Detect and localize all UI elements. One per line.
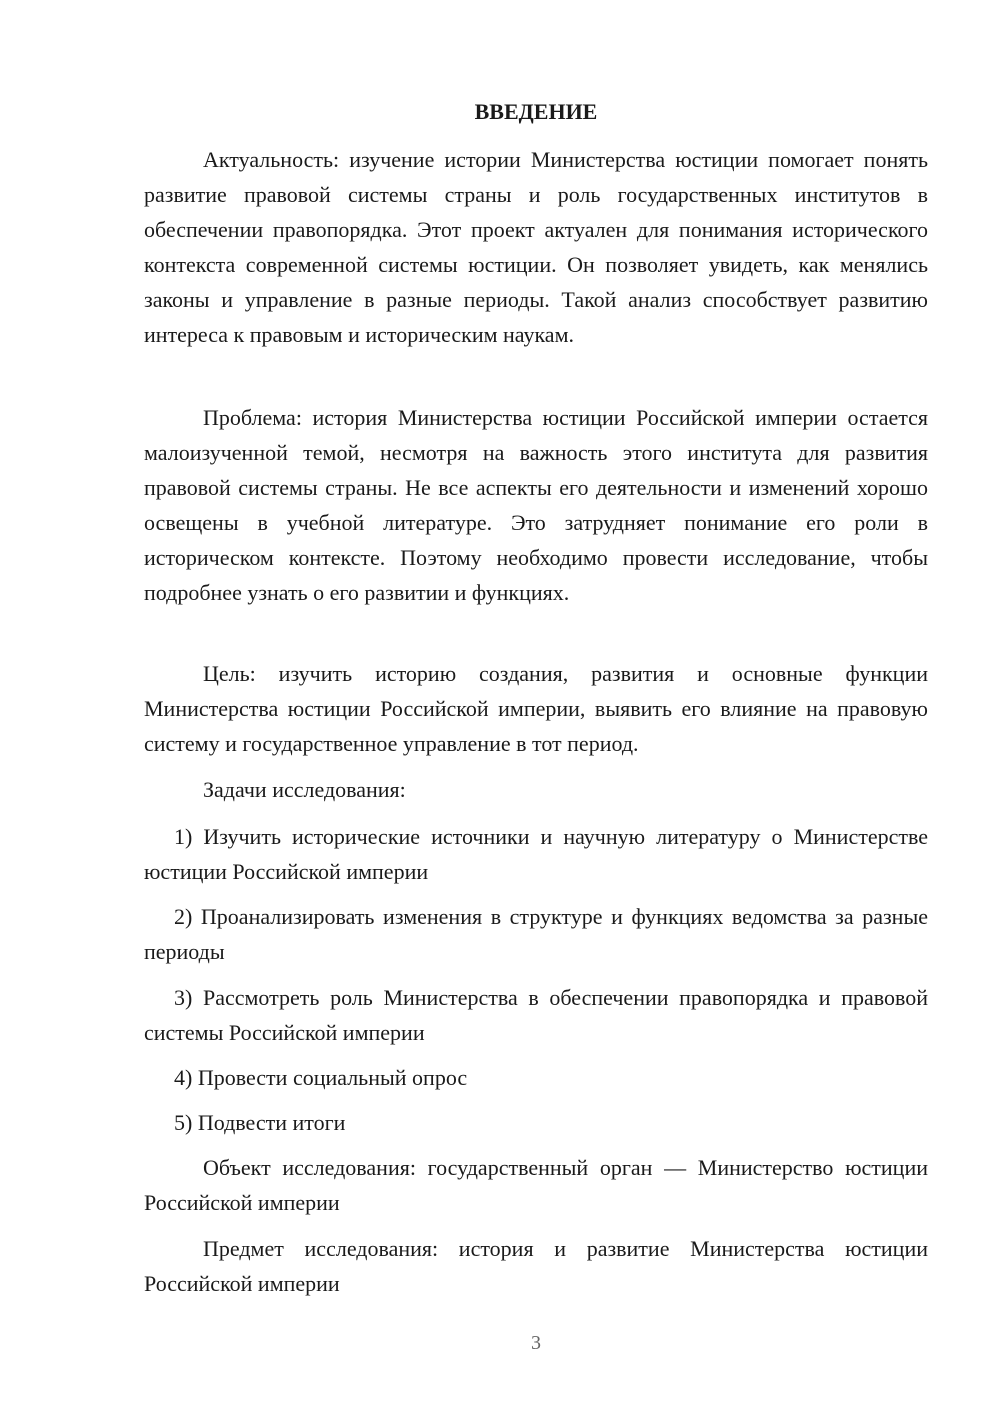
goal-paragraph: Цель: изучить историю создания, развития и основные функции Министерства юстиции Российской империи, выявить его влияние на правовую систему и государственное управление в тот период. (144, 661, 928, 756)
task-item-4: 4) Провести социальный опрос (174, 1065, 468, 1090)
task-item-1: 1) Изучить исторические источники и научную литературу о Министерстве юстиции Российской империи (144, 824, 928, 884)
task-item-3: 3) Рассмотреть роль Министерства в обеспечении правопорядка и правовой системы Российской империи (144, 985, 928, 1045)
task-item-5: 5) Подвести итоги (174, 1110, 346, 1135)
task-item-2: 2) Проанализировать изменения в структуре и функциях ведомства за разные периоды (144, 904, 928, 964)
page-number: 3 (531, 1332, 541, 1354)
subject-paragraph: Предмет исследования: история и развитие Министерства юстиции Российской империи (144, 1236, 928, 1296)
problem-paragraph: Проблема: история Министерства юстиции Российской империи остается малоизученной темой, несмотря на важность этого института для развития правовой системы страны. Не все аспекты его деятельности и изменений хорошо освещены в учебной литературе. Это затрудняет понимание его роли в историческом контексте. Поэтому необходимо провести исследование, чтобы подробнее узнать о его развитии и функциях. (144, 405, 928, 605)
section-heading: ВВЕДЕНИЕ (474, 99, 598, 124)
object-paragraph: Объект исследования: государственный орган — Министерство юстиции Российской империи (144, 1155, 928, 1215)
tasks-heading: Задачи исследования: (203, 777, 406, 802)
relevance-paragraph: Актуальность: изучение истории Министерства юстиции помогает понять развитие правовой системы страны и роль государственных институтов в обеспечении правопорядка. Этот проект актуален для понимания исторического контекста современной системы юстиции. Он позволяет увидеть, как менялись законы и управление в разные периоды. Такой анализ способствует развитию интереса к правовым и историческим наукам. (144, 147, 928, 347)
